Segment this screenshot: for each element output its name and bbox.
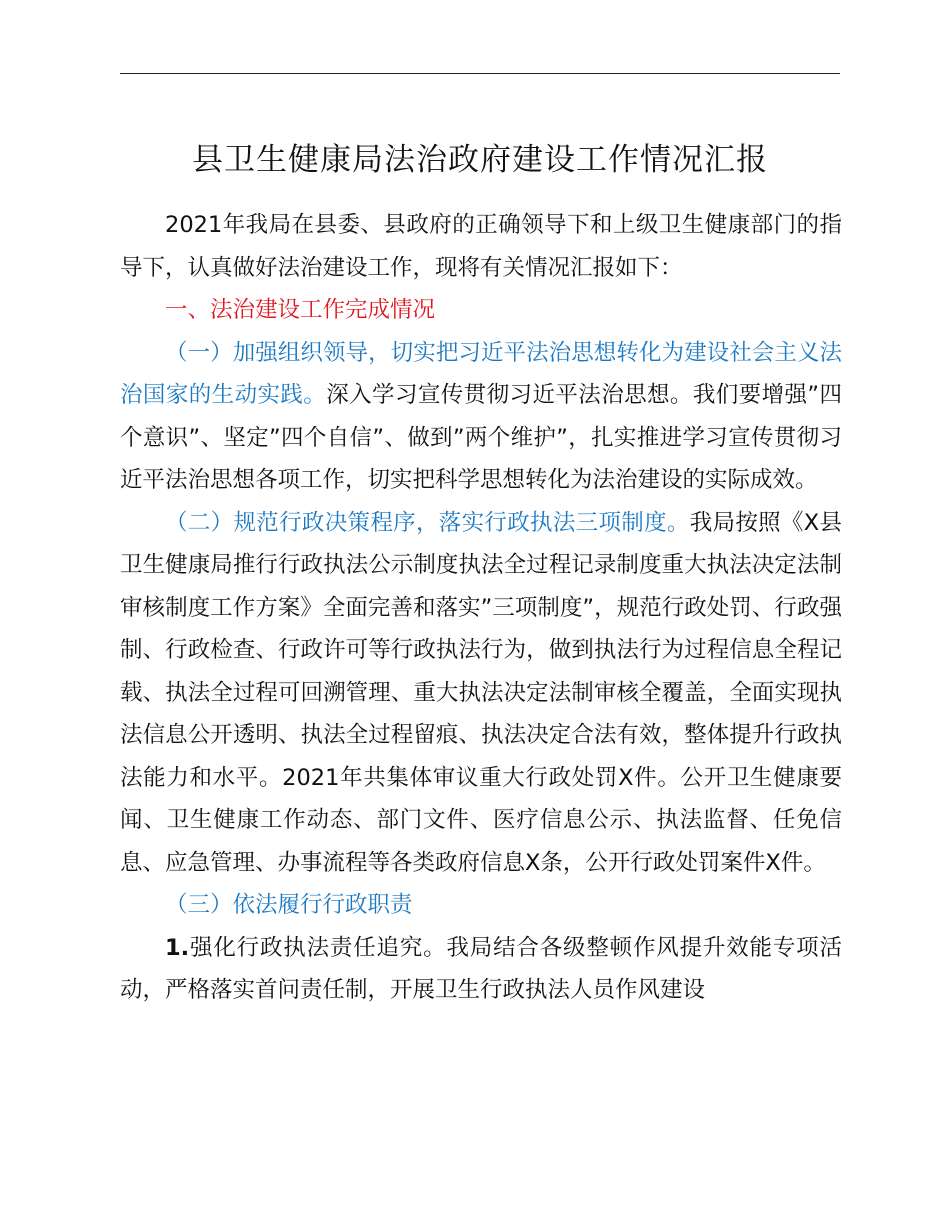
document-title: 县卫生健康局法治政府建设工作情况汇报 [192, 142, 768, 178]
subsection-1-heading: （一）加强组织领导，切实把习近平法治思想转化为建设社会主义法治国家的生动实践。 [120, 339, 842, 408]
subsection-2-text: 我局按照《X县卫生健康局推行行政执法公示制度执法全过程记录制度重大执法决定法制审核制度工作方案》全面完善和落实”三项制度”，规范行政处罚、行政强制、行政检查、行政许可等行政执法行为，做到执法行为过程信息全程记载、执法全过程可回溯管理、重大执法决定法制审核全覆盖，全面实现执法信息公开透明、执法全过程留痕、执法决定合法有效，整体提升行政执法能力和水平。2021年共集体审议重大行政处罚X件。公开卫生健康要闻、卫生健康工作动态、部门文件、医疗信息公示、执法监督、任免信息、应急管理、办事流程等各类政府信息X条，公开行政处罚案件X件。 [120, 509, 842, 876]
item-1-paragraph [120, 927, 842, 1012]
document-body [120, 204, 842, 1012]
item-1-text: 强化行政执法责任追究。我局结合各级整顿作风提升效能专项活动，严格落实首问责任制，开展卫生行政执法人员作风建设 [120, 934, 842, 1003]
subsection-1-text: 深入学习宣传贯彻习近平法治思想。我们要增强”四个意识”、坚定”四个自信”、做到”两个维护”，扎实推进学习宣传贯彻习近平法治思想各项工作，切实把科学思想转化为法治建设的实际成效。 [120, 382, 842, 493]
subsection-2-heading: （二）规范行政决策程序，落实行政执法三项制度。 [165, 509, 690, 536]
subsection-1-paragraph [120, 332, 842, 502]
header-rule [120, 73, 840, 74]
intro-paragraph: 2021年我局在县委、县政府的正确领导下和上级卫生健康部门的指导下，认真做好法治建设工作，现将有关情况汇报如下： [120, 212, 842, 281]
subsection-3-heading: （三）依法履行行政职责 [165, 892, 413, 918]
item-1-number: 1. [165, 934, 190, 961]
section-1-heading: 一、法治建设工作完成情况 [165, 297, 436, 323]
subsection-2-paragraph [120, 502, 842, 885]
